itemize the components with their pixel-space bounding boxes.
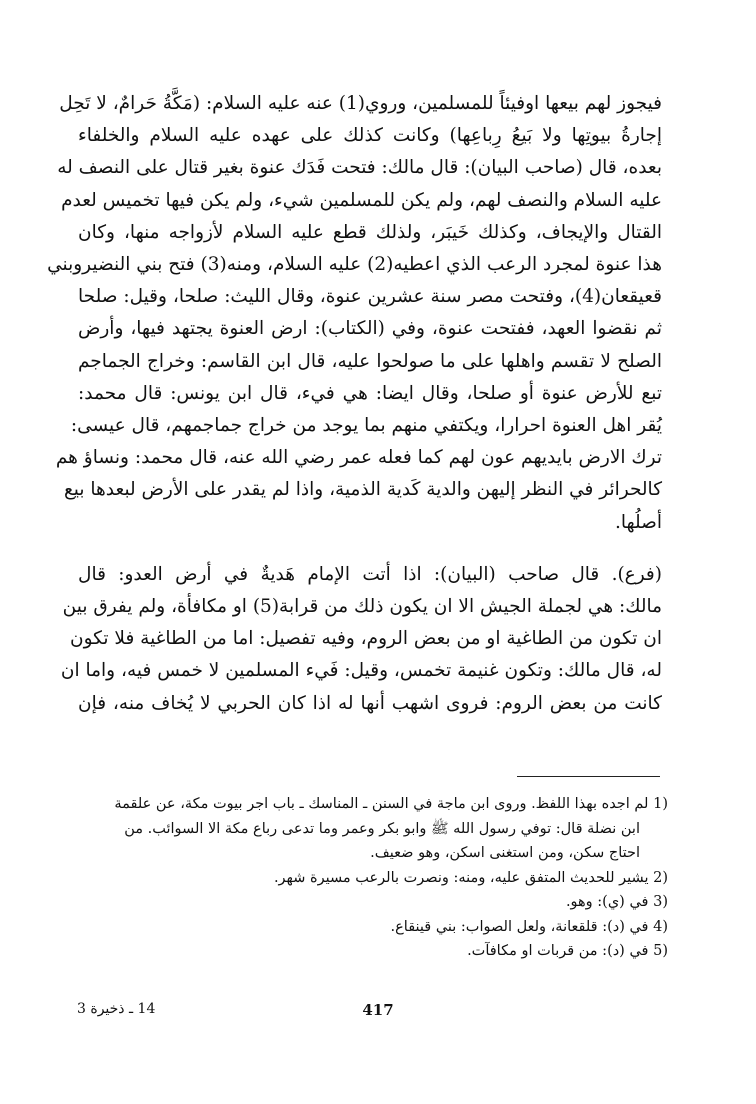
- footnote-line: [68, 866, 668, 891]
- footnote-text: يشير للحديث المتفق عليه، ومنه: ونصرت بالرعب مسيرة شهر.: [273, 869, 649, 886]
- text-line: كانت من بعض الروم: فروى اشهب أنها له اذا كان الحربي لا يُخاف منه، فإن: [78, 692, 662, 714]
- text-line: تبع للأرض عنوة أو صلحا، وقال ايضا: هي فيء، قال ابن يونس: قال محمد:: [78, 382, 662, 404]
- footnote-2: [68, 866, 668, 891]
- footnote-number: (1: [653, 796, 668, 812]
- footnote-number: (2: [653, 869, 668, 886]
- footnote-4: [68, 915, 668, 940]
- text-line: الصلح لا تقسم واهلها على ما صولحوا عليه، قال ابن القاسم: وخراج الجماجم: [78, 350, 662, 372]
- text-line: أصلُها.: [614, 511, 662, 533]
- footnote-line: [68, 915, 668, 940]
- text-line: عليه السلام والنصف لهم، ولم يكن للمسلمين شيء، ولم يكن فيها تخميس لعدم: [61, 189, 662, 211]
- paragraph-1: [47, 88, 662, 539]
- footnote-line: [68, 939, 668, 964]
- footnote-line: احتاج سكن، ومن استغنى اسكن، وهو ضعيف.: [370, 845, 640, 861]
- footnote-divider: [517, 776, 660, 777]
- text-line: قعيقعان(4)، وفتحت مصر سنة عشرين عنوة، وقال الليث: صلحا، وقيل: صلحا: [78, 286, 662, 308]
- text-line: هذا عنوة لمجرد الرعب الذي اعطيه(2) عليه السلام، ومنه(3) فتح بني النضيروبني: [47, 254, 662, 276]
- text-line: كالحرائر في النظر إليهن والدية كَدية الذمية، واذا لم يقدر على الأرض لبعدها بيع: [63, 479, 662, 501]
- text-line: القتال والإيجاف، وكذلك خَيبَر، ولذلك قطع عليه السلام لأزواجه منها، وكان: [78, 221, 662, 243]
- text-line: فيجوز لهم بيعها اوفيئاً للمسلمين، وروي(1) عنه عليه السلام: (مَكَّةُ حَرامٌ، لا تَحِل: [59, 93, 662, 114]
- text-line: بعده، قال (صاحب البيان): قال مالك: فتحت فَدَك عنوة بغير قتال على النصف له: [57, 157, 662, 179]
- footnote-number: (4: [653, 918, 668, 935]
- footnote-line: ابن نضلة قال: توفي رسول الله ﷺ وابو بكر وعمر وما تدعى رباع مكة الا السوائب. من: [124, 820, 640, 837]
- text-line: ان تكون من الطاغية او من بعض الروم، وفيه تفصيل: اما من الطاغية فلا تكون: [70, 628, 662, 650]
- text-line: ترك الارض بايديهم عون لهم كما فعله عمر رضي الله عنه، قال محمد: ونساؤ هم: [55, 447, 662, 469]
- footnote-number: (5: [653, 943, 668, 959]
- footnote-text: في (د): من قربات او مكافآت.: [467, 943, 649, 959]
- main-text: [47, 88, 662, 720]
- footnote-line: [68, 792, 668, 817]
- paragraph-2: [60, 559, 662, 720]
- footnote-number: (3: [653, 894, 668, 910]
- text-line: له، قال مالك: وتكون غنيمة تخمس، وقيل: فَيء المسلمين لا خمس فيه، واما ان: [60, 660, 662, 682]
- footnote-text: لم اجده بهذا اللفظ. وروى ابن ماجة في السنن ـ المناسك ـ باب اجر بيوت مكة، عن علقمة: [114, 796, 649, 812]
- footnote-5: [68, 939, 668, 964]
- footnote-1: [68, 792, 668, 866]
- footnote-line: [68, 890, 668, 915]
- printer-signature: 14 ـ ذخيرة 3: [77, 1001, 156, 1017]
- footnote-3: [68, 890, 668, 915]
- text-line: إجارةُ بيوتِها ولا بَيعُ رِباعِها) وكانت كذلك على عهده عليه السلام والخلفاء: [78, 125, 662, 147]
- footnote-text: في (د): قلقعانة، ولعل الصواب: بني قينقاع.: [390, 918, 649, 935]
- text-line: ثم نقضوا العهد، ففتحت عنوة، وفي (الكتاب): ارض العنوة يجتهد فيها، وأرض: [78, 318, 662, 340]
- text-line: يُقر اهل العنوة احرارا، ويكتفي منهم بما يوجد من خراج جماجمهم، قال عيسى:: [70, 415, 662, 437]
- footnote-text: في (ي): وهو.: [565, 894, 649, 910]
- text-line: مالك: هي لجملة الجيش الا ان يكون ذلك من قرابة(5) او مكافأة، ولم يفرق بين: [62, 596, 662, 618]
- page-number: 417: [362, 1001, 394, 1019]
- footnotes: [68, 792, 668, 964]
- text-line: (فرع). قال صاحب (البيان): اذا أتت الإمام هَديةٌ في أرض العدو: قال: [78, 563, 662, 585]
